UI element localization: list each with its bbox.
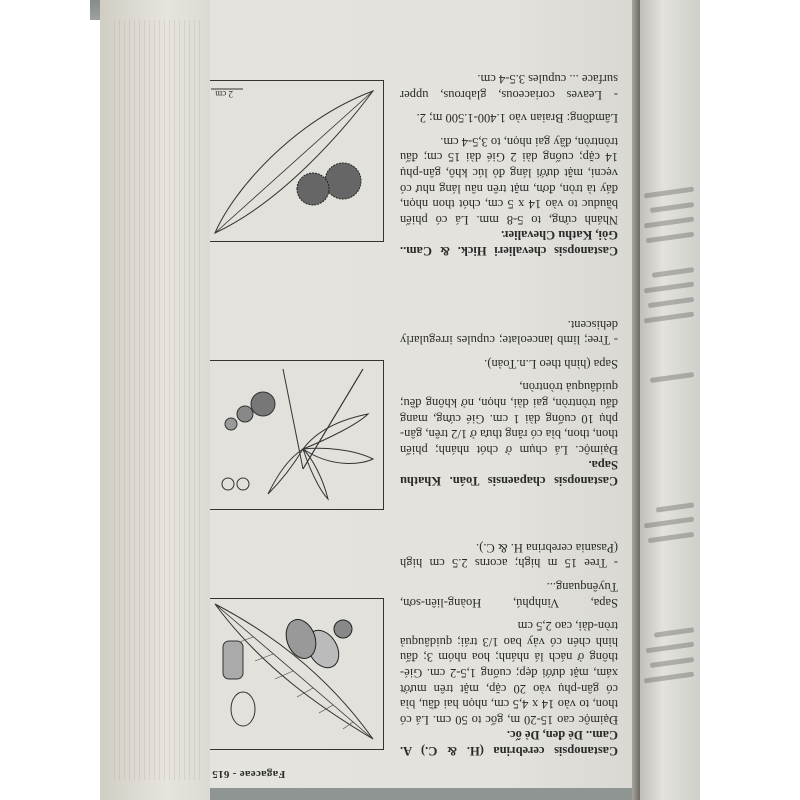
species-entry-cerebrina xyxy=(400,539,618,758)
entry-description-vi: Đạimộc. Lá chụm ở chót nhánh; phiến thon, thon, bìa có răng thưa ở 1/2 trên, gân-phụ 10 cuống dài 1 cm. Gié cứng, mang đấu tròntròn, gai dài, nhọn, nở không đều; quidâuquả tròntròn, xyxy=(400,380,618,457)
entry-description-en: - Tree; limb lanceolate; cupules irregularly dehiscent. xyxy=(400,317,618,348)
figure-chevalieri xyxy=(206,80,384,242)
branch-illustration xyxy=(207,361,383,509)
book-gutter xyxy=(632,0,640,800)
entry-title: Castanopsis chapaensis Toán. Khathu Sapa. xyxy=(400,458,618,488)
page-block-lines xyxy=(110,20,200,780)
entry-distribution: Sapa (hình theo L.n.Toản). xyxy=(484,356,618,371)
entry-description-vi: Nhánh cứng, to 5-8 mm. Lá có phiến bầuduc to vào 14 x 5 cm, chót thon nhọn, đáy tà tròn, đơn, mặt trên nâu láng như có vẹcni, mặt dưới láng đỏ lúc khô, gân-phụ 14 cặp; cuống dài 2 Gié dài 15 cm; đấu tròntròn, đầy gai nhọn, to 3,5-4 cm. xyxy=(400,134,618,227)
entry-description-en: - Tree 15 m high; acorns 2.5 cm high (Pasania cerebrina H. & C.). xyxy=(400,540,618,571)
page-header xyxy=(212,760,592,780)
entry-distribution: Sapa, Vinhphú, Hoàng-liên-sơn, Tuyênquang... xyxy=(400,580,618,610)
species-entry-chevalieri xyxy=(400,70,618,258)
scale-label: 2 cm xyxy=(215,89,233,99)
entry-title: Castanopsis cerebrina (H. & C.) A. Cam.. Dẻ đen, Dẻ ốc. xyxy=(400,728,618,758)
entry-title: Castanopsis chevalieri Hick. & Cam.. Gòi, Kathu Chevalier. xyxy=(400,228,618,258)
leaf-acorn-illustration xyxy=(207,599,383,749)
book-page xyxy=(200,0,632,788)
entry-description-vi: Đạimộc cao 15-20 m, gốc to 50 cm. Lá có thon, to vào 14 x 4,5 cm, nhọn hai đầu, bìa có gân-phụ vào 20 cặp, mặt trên mướt xám, mặt dưới đẹp; cuống 1,5-2 cm. Gié-thông ở nách lá nhánh; hoa nhóm 3; đấu hình chén có vảy bao 1/3 trái; quidâuquả tròn-dài, cao 2,5 cm xyxy=(400,619,618,727)
running-head: Fagaceae - 615 xyxy=(212,768,286,780)
entry-description-en: - Leaves coriaceous, glabrous, upper surface ... cupules 3.5-4 cm. xyxy=(400,72,618,102)
entry-distribution: Lâmđồng: Braian vào 1.400-1.500 m; 2. xyxy=(416,111,618,126)
leaf-bur-illustration xyxy=(207,81,383,241)
figure-cerebrina xyxy=(206,598,384,750)
species-entry-chapaensis xyxy=(400,316,618,488)
facing-page xyxy=(638,0,700,800)
figure-chapaensis xyxy=(206,360,384,510)
